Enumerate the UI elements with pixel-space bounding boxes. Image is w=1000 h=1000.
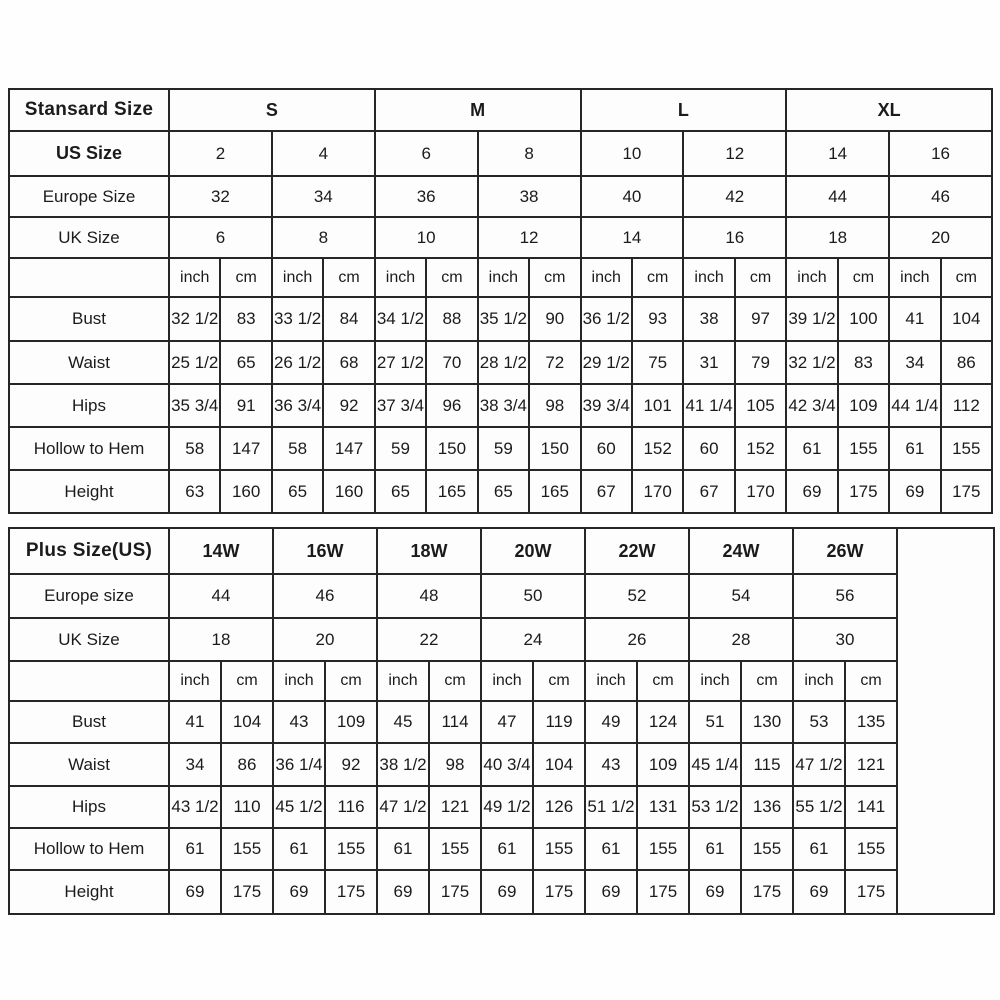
measurement-cell: 91 — [220, 384, 271, 427]
row-label: Europe size — [9, 574, 169, 618]
size-value-cell: 56 — [793, 574, 897, 618]
measurement-cell: 58 — [272, 427, 323, 470]
measurement-cell: 65 — [375, 470, 426, 513]
unit-header-cell: cm — [325, 661, 377, 701]
size-value-cell: 44 — [169, 574, 273, 618]
measurement-cell: 45 — [377, 701, 429, 743]
size-value-cell: 22 — [377, 618, 481, 661]
size-group-header: 20W — [481, 528, 585, 574]
measurement-cell: 104 — [941, 297, 992, 341]
measurement-cell: 60 — [683, 427, 734, 470]
measurement-cell: 69 — [169, 870, 221, 914]
row-label: Hollow to Hem — [9, 828, 169, 870]
unit-header-cell: cm — [533, 661, 585, 701]
measurement-cell: 58 — [169, 427, 220, 470]
measurement-cell: 155 — [325, 828, 377, 870]
measurement-cell: 160 — [220, 470, 271, 513]
measurement-cell: 155 — [429, 828, 481, 870]
measurement-cell: 124 — [637, 701, 689, 743]
measurement-cell: 105 — [735, 384, 786, 427]
measurement-cell: 175 — [941, 470, 992, 513]
size-value-cell: 42 — [683, 176, 786, 217]
unit-header-cell: inch — [169, 258, 220, 297]
measurement-cell: 109 — [838, 384, 889, 427]
size-value-cell: 18 — [169, 618, 273, 661]
unit-header-cell: inch — [689, 661, 741, 701]
size-group-header: L — [581, 89, 787, 131]
measurement-cell: 41 1/4 — [683, 384, 734, 427]
measurement-cell: 61 — [793, 828, 845, 870]
measurement-cell: 150 — [426, 427, 477, 470]
measurement-cell: 109 — [325, 701, 377, 743]
size-value-cell: 10 — [581, 131, 684, 176]
measurement-cell: 61 — [786, 427, 837, 470]
measurement-cell: 42 3/4 — [786, 384, 837, 427]
plus-size-table — [8, 527, 995, 915]
size-value-cell: 10 — [375, 217, 478, 258]
measurement-cell: 98 — [529, 384, 580, 427]
measurement-cell: 59 — [375, 427, 426, 470]
measurement-cell: 83 — [838, 341, 889, 384]
measurement-cell: 175 — [221, 870, 273, 914]
measurement-cell: 175 — [533, 870, 585, 914]
measurement-cell: 115 — [741, 743, 793, 786]
measurement-cell: 130 — [741, 701, 793, 743]
size-value-cell: 46 — [889, 176, 992, 217]
measurement-cell: 31 — [683, 341, 734, 384]
unit-header-cell: inch — [683, 258, 734, 297]
standard-size-table — [8, 88, 993, 514]
measurement-cell: 38 3/4 — [478, 384, 529, 427]
measurement-cell: 147 — [323, 427, 374, 470]
row-label-blank — [9, 258, 169, 297]
size-value-cell: 20 — [273, 618, 377, 661]
unit-header-cell: cm — [429, 661, 481, 701]
measurement-cell: 69 — [377, 870, 429, 914]
size-group-header: XL — [786, 89, 992, 131]
measurement-cell: 147 — [220, 427, 271, 470]
size-value-cell: 40 — [581, 176, 684, 217]
size-value-cell: 54 — [689, 574, 793, 618]
measurement-cell: 25 1/2 — [169, 341, 220, 384]
measurement-cell: 27 1/2 — [375, 341, 426, 384]
measurement-cell: 34 1/2 — [375, 297, 426, 341]
row-label: Waist — [9, 341, 169, 384]
row-label: Height — [9, 870, 169, 914]
unit-header-cell: cm — [221, 661, 273, 701]
measurement-cell: 152 — [632, 427, 683, 470]
measurement-cell: 53 — [793, 701, 845, 743]
measurement-cell: 29 1/2 — [581, 341, 632, 384]
measurement-cell: 69 — [273, 870, 325, 914]
measurement-cell: 69 — [481, 870, 533, 914]
size-value-cell: 12 — [683, 131, 786, 176]
measurement-cell: 43 1/2 — [169, 786, 221, 828]
measurement-cell: 69 — [793, 870, 845, 914]
unit-header-cell: cm — [220, 258, 271, 297]
measurement-cell: 65 — [220, 341, 271, 384]
measurement-cell: 114 — [429, 701, 481, 743]
size-value-cell: 34 — [272, 176, 375, 217]
measurement-cell: 104 — [221, 701, 273, 743]
row-label: Hips — [9, 786, 169, 828]
unit-header-cell: cm — [323, 258, 374, 297]
measurement-cell: 72 — [529, 341, 580, 384]
measurement-cell: 104 — [533, 743, 585, 786]
measurement-cell: 61 — [689, 828, 741, 870]
table-corner-label: Plus Size(US) — [9, 528, 169, 574]
size-value-cell: 46 — [273, 574, 377, 618]
measurement-cell: 141 — [845, 786, 897, 828]
unit-header-cell: inch — [889, 258, 940, 297]
measurement-cell: 38 1/2 — [377, 743, 429, 786]
measurement-cell: 175 — [325, 870, 377, 914]
measurement-cell: 83 — [220, 297, 271, 341]
measurement-cell: 175 — [845, 870, 897, 914]
empty-column-cell — [897, 528, 994, 914]
measurement-cell: 34 — [889, 341, 940, 384]
size-value-cell: 14 — [786, 131, 889, 176]
row-label: Hips — [9, 384, 169, 427]
measurement-cell: 39 3/4 — [581, 384, 632, 427]
measurement-cell: 49 1/2 — [481, 786, 533, 828]
row-label: UK Size — [9, 618, 169, 661]
size-value-cell: 18 — [786, 217, 889, 258]
measurement-cell: 49 — [585, 701, 637, 743]
size-value-cell: 48 — [377, 574, 481, 618]
measurement-cell: 36 1/4 — [273, 743, 325, 786]
measurement-cell: 51 — [689, 701, 741, 743]
measurement-cell: 170 — [735, 470, 786, 513]
measurement-cell: 69 — [585, 870, 637, 914]
measurement-cell: 175 — [429, 870, 481, 914]
measurement-cell: 100 — [838, 297, 889, 341]
measurement-cell: 155 — [838, 427, 889, 470]
unit-header-cell: inch — [481, 661, 533, 701]
measurement-cell: 45 1/2 — [273, 786, 325, 828]
measurement-cell: 65 — [272, 470, 323, 513]
measurement-cell: 121 — [429, 786, 481, 828]
measurement-cell: 175 — [637, 870, 689, 914]
measurement-cell: 47 1/2 — [793, 743, 845, 786]
size-group-header: 16W — [273, 528, 377, 574]
unit-header-cell: cm — [845, 661, 897, 701]
measurement-cell: 97 — [735, 297, 786, 341]
size-value-cell: 50 — [481, 574, 585, 618]
measurement-cell: 41 — [889, 297, 940, 341]
unit-header-cell: inch — [478, 258, 529, 297]
measurement-cell: 92 — [323, 384, 374, 427]
measurement-cell: 34 — [169, 743, 221, 786]
measurement-cell: 55 1/2 — [793, 786, 845, 828]
size-value-cell: 36 — [375, 176, 478, 217]
measurement-cell: 59 — [478, 427, 529, 470]
measurement-cell: 119 — [533, 701, 585, 743]
size-value-cell: 6 — [375, 131, 478, 176]
size-value-cell: 16 — [889, 131, 992, 176]
unit-header-cell: inch — [585, 661, 637, 701]
measurement-cell: 69 — [689, 870, 741, 914]
measurement-cell: 96 — [426, 384, 477, 427]
unit-header-cell: inch — [272, 258, 323, 297]
measurement-cell: 69 — [889, 470, 940, 513]
size-group-header: M — [375, 89, 581, 131]
measurement-cell: 155 — [637, 828, 689, 870]
measurement-cell: 93 — [632, 297, 683, 341]
row-label-blank — [9, 661, 169, 701]
measurement-cell: 40 3/4 — [481, 743, 533, 786]
row-label: Waist — [9, 743, 169, 786]
size-value-cell: 20 — [889, 217, 992, 258]
unit-header-cell: cm — [632, 258, 683, 297]
row-label: Europe Size — [9, 176, 169, 217]
size-value-cell: 28 — [689, 618, 793, 661]
size-value-cell: 30 — [793, 618, 897, 661]
row-label: Hollow to Hem — [9, 427, 169, 470]
row-label: Bust — [9, 701, 169, 743]
table-corner-label: Stansard Size — [9, 89, 169, 131]
measurement-cell: 170 — [632, 470, 683, 513]
measurement-cell: 110 — [221, 786, 273, 828]
measurement-cell: 61 — [585, 828, 637, 870]
unit-header-cell: cm — [529, 258, 580, 297]
size-value-cell: 24 — [481, 618, 585, 661]
measurement-cell: 35 1/2 — [478, 297, 529, 341]
unit-header-cell: cm — [735, 258, 786, 297]
size-value-cell: 38 — [478, 176, 581, 217]
measurement-cell: 121 — [845, 743, 897, 786]
unit-header-cell: inch — [375, 258, 426, 297]
size-value-cell: 2 — [169, 131, 272, 176]
size-value-cell: 12 — [478, 217, 581, 258]
measurement-cell: 68 — [323, 341, 374, 384]
unit-header-cell: inch — [169, 661, 221, 701]
measurement-cell: 165 — [529, 470, 580, 513]
size-value-cell: 14 — [581, 217, 684, 258]
measurement-cell: 84 — [323, 297, 374, 341]
row-label: US Size — [9, 131, 169, 176]
size-group-header: 22W — [585, 528, 689, 574]
size-value-cell: 32 — [169, 176, 272, 217]
measurement-cell: 155 — [741, 828, 793, 870]
measurement-cell: 116 — [325, 786, 377, 828]
measurement-cell: 36 1/2 — [581, 297, 632, 341]
measurement-cell: 60 — [581, 427, 632, 470]
measurement-cell: 90 — [529, 297, 580, 341]
unit-header-cell: cm — [741, 661, 793, 701]
measurement-cell: 47 1/2 — [377, 786, 429, 828]
size-value-cell: 8 — [272, 217, 375, 258]
measurement-cell: 88 — [426, 297, 477, 341]
measurement-cell: 155 — [221, 828, 273, 870]
measurement-cell: 35 3/4 — [169, 384, 220, 427]
measurement-cell: 67 — [683, 470, 734, 513]
row-label: UK Size — [9, 217, 169, 258]
size-group-header: S — [169, 89, 375, 131]
measurement-cell: 61 — [889, 427, 940, 470]
measurement-cell: 44 1/4 — [889, 384, 940, 427]
measurement-cell: 70 — [426, 341, 477, 384]
measurement-cell: 86 — [941, 341, 992, 384]
measurement-cell: 165 — [426, 470, 477, 513]
measurement-cell: 43 — [585, 743, 637, 786]
unit-header-cell: inch — [581, 258, 632, 297]
measurement-cell: 175 — [741, 870, 793, 914]
measurement-cell: 53 1/2 — [689, 786, 741, 828]
measurement-cell: 101 — [632, 384, 683, 427]
measurement-cell: 98 — [429, 743, 481, 786]
unit-header-cell: inch — [273, 661, 325, 701]
measurement-cell: 63 — [169, 470, 220, 513]
measurement-cell: 79 — [735, 341, 786, 384]
size-value-cell: 6 — [169, 217, 272, 258]
measurement-cell: 61 — [273, 828, 325, 870]
measurement-cell: 47 — [481, 701, 533, 743]
measurement-cell: 152 — [735, 427, 786, 470]
measurement-cell: 155 — [533, 828, 585, 870]
measurement-cell: 109 — [637, 743, 689, 786]
measurement-cell: 32 1/2 — [786, 341, 837, 384]
measurement-cell: 126 — [533, 786, 585, 828]
size-value-cell: 16 — [683, 217, 786, 258]
unit-header-cell: inch — [377, 661, 429, 701]
unit-header-cell: cm — [838, 258, 889, 297]
measurement-cell: 150 — [529, 427, 580, 470]
measurement-cell: 112 — [941, 384, 992, 427]
measurement-cell: 135 — [845, 701, 897, 743]
measurement-cell: 175 — [838, 470, 889, 513]
measurement-cell: 61 — [481, 828, 533, 870]
measurement-cell: 36 3/4 — [272, 384, 323, 427]
measurement-cell: 92 — [325, 743, 377, 786]
measurement-cell: 37 3/4 — [375, 384, 426, 427]
size-value-cell: 44 — [786, 176, 889, 217]
size-group-header: 24W — [689, 528, 793, 574]
measurement-cell: 39 1/2 — [786, 297, 837, 341]
row-label: Height — [9, 470, 169, 513]
size-value-cell: 52 — [585, 574, 689, 618]
measurement-cell: 136 — [741, 786, 793, 828]
unit-header-cell: inch — [786, 258, 837, 297]
unit-header-cell: cm — [941, 258, 992, 297]
measurement-cell: 160 — [323, 470, 374, 513]
measurement-cell: 32 1/2 — [169, 297, 220, 341]
size-group-header: 26W — [793, 528, 897, 574]
row-label: Bust — [9, 297, 169, 341]
unit-header-cell: cm — [426, 258, 477, 297]
unit-header-cell: cm — [637, 661, 689, 701]
measurement-cell: 155 — [845, 828, 897, 870]
measurement-cell: 86 — [221, 743, 273, 786]
size-group-header: 18W — [377, 528, 481, 574]
size-value-cell: 26 — [585, 618, 689, 661]
measurement-cell: 45 1/4 — [689, 743, 741, 786]
measurement-cell: 131 — [637, 786, 689, 828]
measurement-cell: 65 — [478, 470, 529, 513]
unit-header-cell: inch — [793, 661, 845, 701]
measurement-cell: 38 — [683, 297, 734, 341]
size-group-header: 14W — [169, 528, 273, 574]
measurement-cell: 51 1/2 — [585, 786, 637, 828]
measurement-cell: 67 — [581, 470, 632, 513]
size-value-cell: 8 — [478, 131, 581, 176]
measurement-cell: 155 — [941, 427, 992, 470]
measurement-cell: 41 — [169, 701, 221, 743]
measurement-cell: 69 — [786, 470, 837, 513]
measurement-cell: 43 — [273, 701, 325, 743]
measurement-cell: 61 — [169, 828, 221, 870]
measurement-cell: 28 1/2 — [478, 341, 529, 384]
measurement-cell: 33 1/2 — [272, 297, 323, 341]
measurement-cell: 61 — [377, 828, 429, 870]
measurement-cell: 26 1/2 — [272, 341, 323, 384]
measurement-cell: 75 — [632, 341, 683, 384]
size-value-cell: 4 — [272, 131, 375, 176]
